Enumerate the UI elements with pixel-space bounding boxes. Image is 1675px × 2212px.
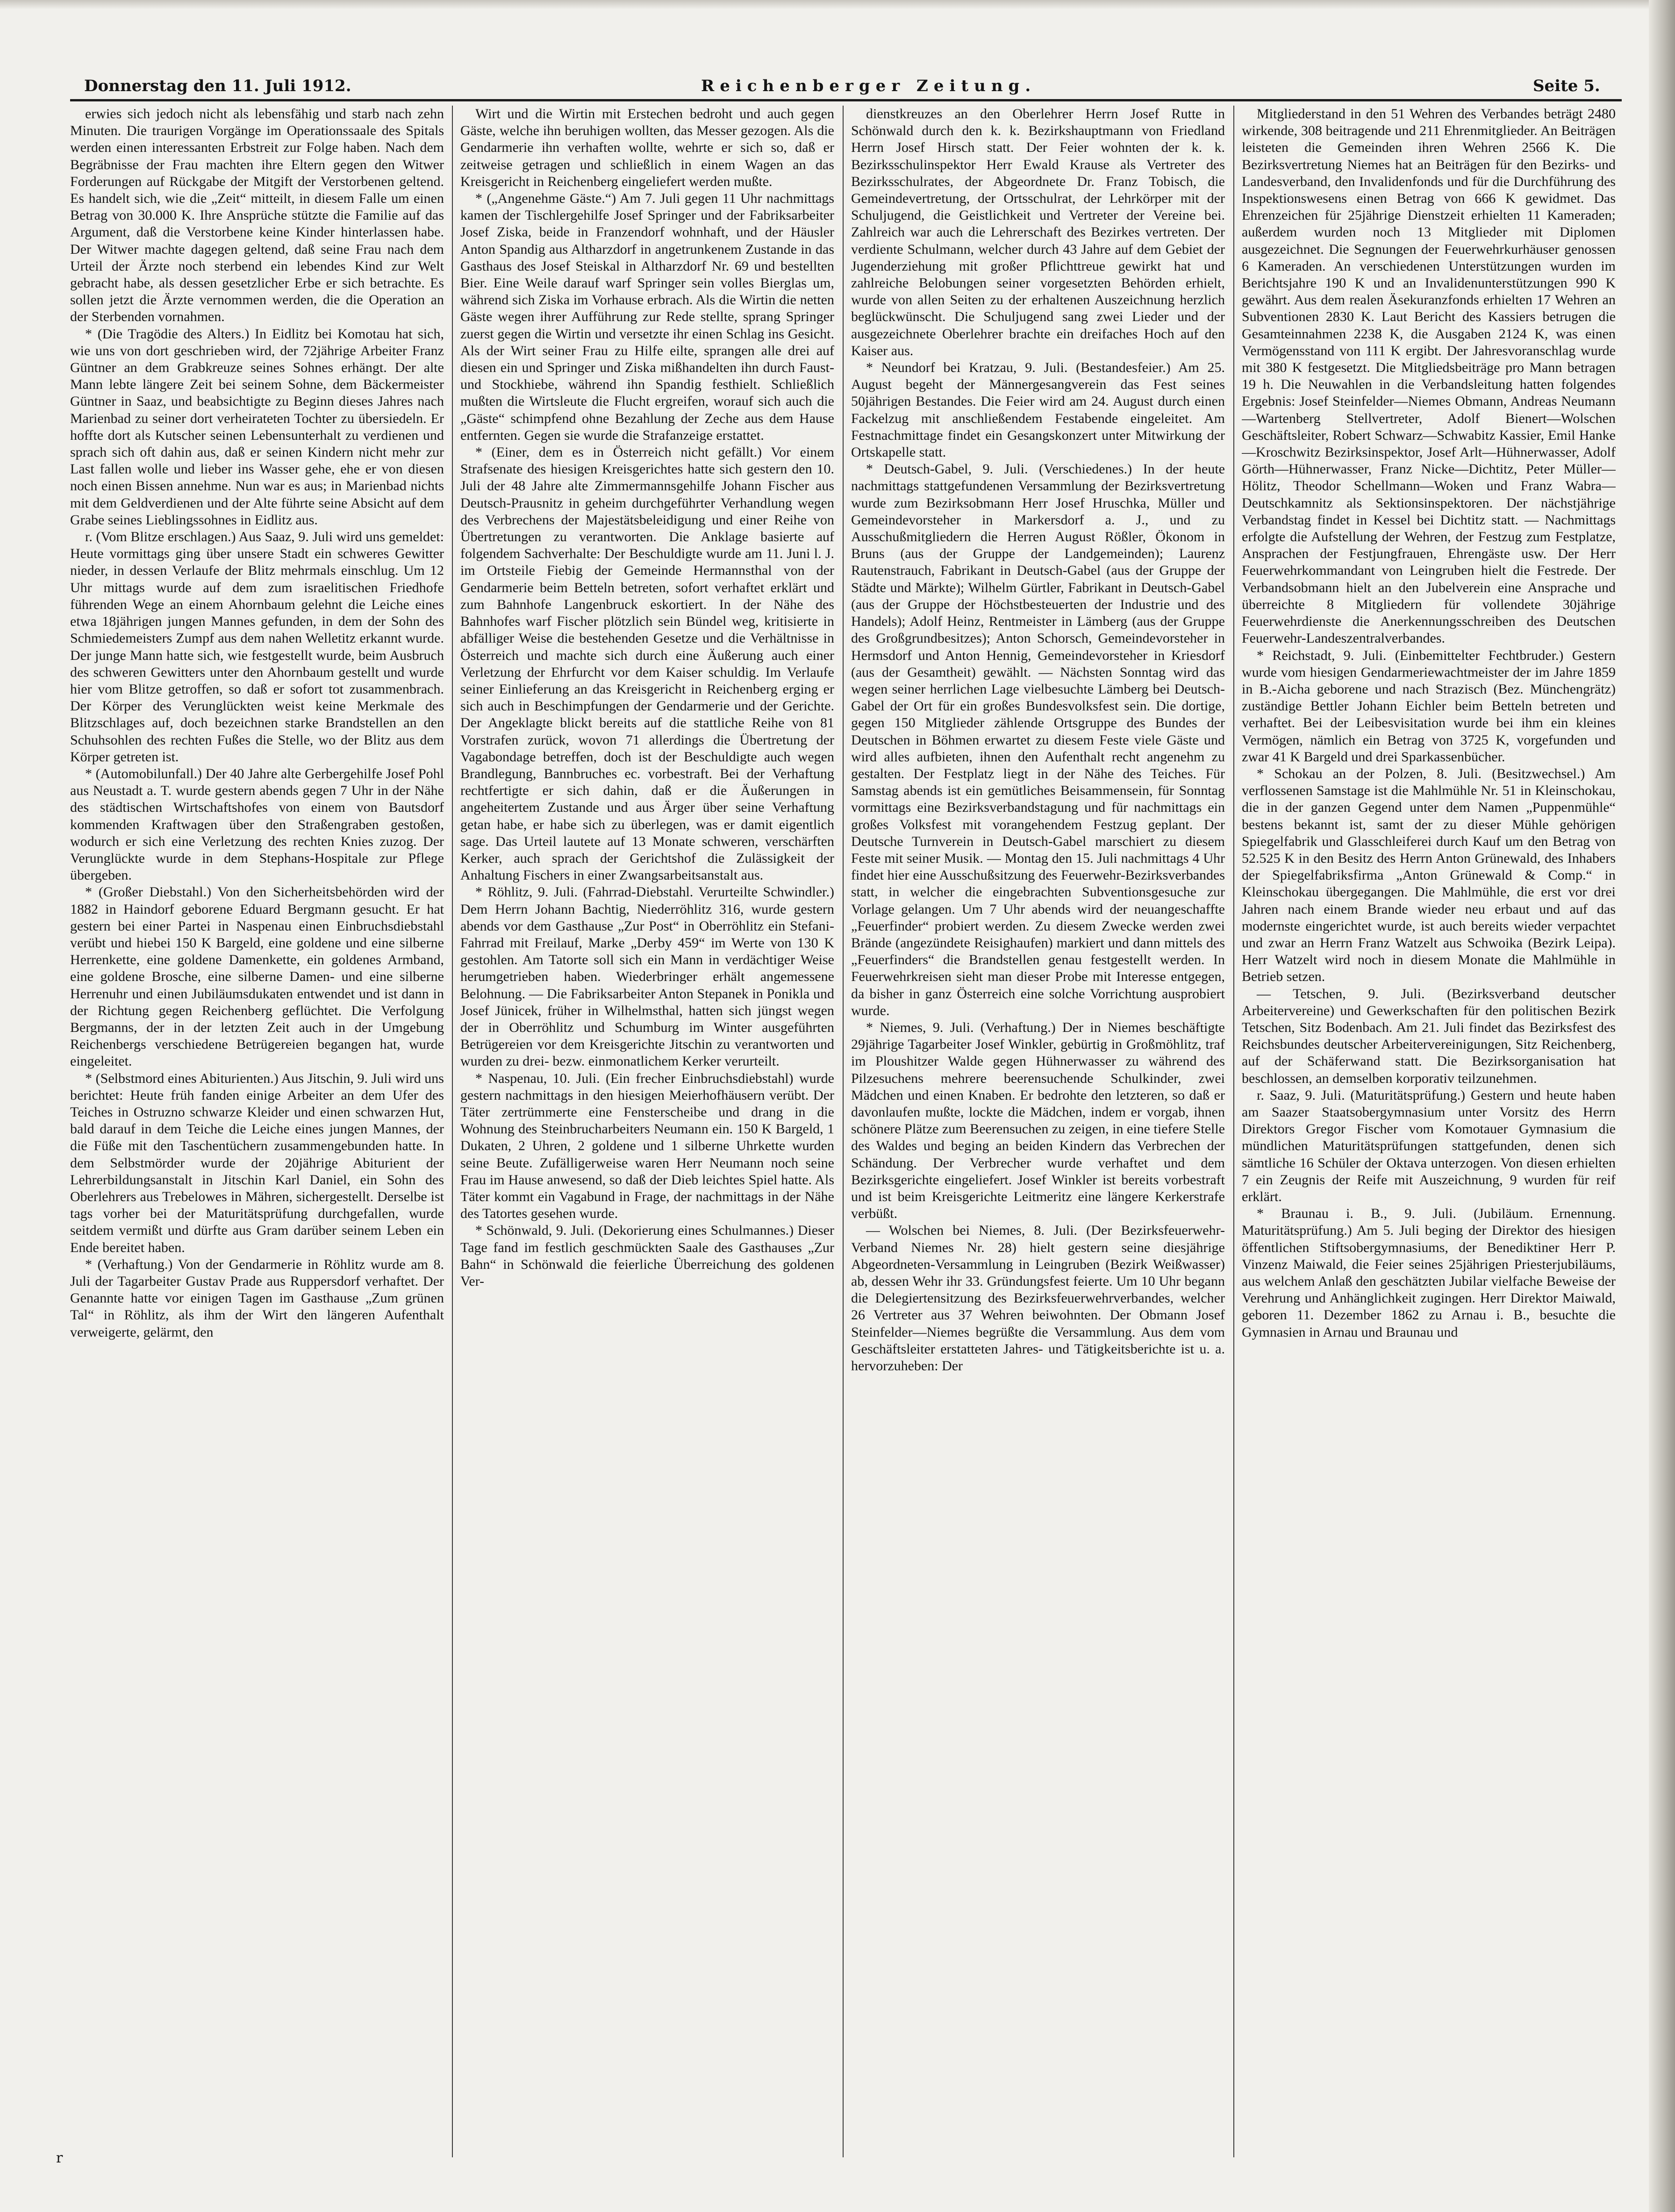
header-paper-title: Reichenberger Zeitung. [701, 77, 1037, 95]
column-2 [460, 106, 834, 2157]
article-paragraph: * Schönwald, 9. Juli. (Dekorierung eines Schulmannes.) Dieser Tage fand im festlich geschmückten Saale des Gasthauses „Zur Bahn“ in Schönwald die feierliche Überreichung des goldenen Ver- [460, 1223, 834, 1289]
article-paragraph: — Wolschen bei Niemes, 8. Juli. (Der Bezirksfeuerwehr-Verband Niemes Nr. 28) hielt gestern seine diesjährige Abgeordneten-Versammlung in Leingruben (Bezirk Weißwasser) ab, dessen Wehr ihr 33. Gründungsfest feierte. Um 10 Uhr begann die Delegiertensitzung des Bezirksfeuerwehrverbandes, welcher 26 Vertreter aus 37 Wehren beiwohnten. Der Obmann Josef Steinfelder—Niemes begrüßte die Versammlung. Aus dem vom Geschäftsleiter erstatteten Jahres- und Tätigkeitsberichte ist u. a. hervorzuheben: Der [851, 1223, 1225, 1374]
article-paragraph: * Neundorf bei Kratzau, 9. Juli. (Bestandesfeier.) Am 25. August begeht der Männergesangverein das Fest seines 50jährigen Bestandes. Die Feier wird am 24. August durch einen Fackelzug mit anschließendem Festabende eingeleitet. Am Festnachmittage findet ein Gesangskonzert unter Mitwirkung der Ortskapelle statt. [851, 360, 1225, 460]
article-paragraph: — Tetschen, 9. Juli. (Bezirksverband deutscher Arbeitervereine) und Gewerkschaften für den politischen Bezirk Tetschen, Sitz Bodenbach. Am 21. Juli findet das Bezirksfest des Reichsbundes deutscher Arbeitervereinigungen, Sitz Reichenberg, auf der Schäferwand statt. Die Bezirksorganisation hat beschlossen, an demselben korporativ teilzunehmen. [1242, 986, 1616, 1086]
article-paragraph: dienstkreuzes an den Oberlehrer Herrn Josef Rutte in Schönwald durch den k. k. Bezirkshauptmann von Friedland Herrn Josef Hirsch statt. Der Feier wohnten der k. k. Bezirksschulinspektor Herr Ewald Krause als Vertreter des Bezirksschulrates, der Abgeordnete Dr. Franz Tobisch, die Gemeindevertretung, der Ortsschulrat, der Lehrkörper mit der Schuljugend, die Geistlichkeit und Vertreter der Vereine bei. Zahlreich war auch die Lehrerschaft des Bezirkes vertreten. Der verdiente Schulmann, welcher durch 43 Jahre auf dem Gebiet der Jugenderziehung mit großer Pflichttreue gewirkt hat und zahlreiche Belobungen seiner vorgesetzten Behörden erhielt, wurde von allen Seiten zu der erhaltenen Auszeichnung herzlich beglückwünscht. Die Schuljugend sang zwei Lieder und der ausgezeichnete Oberlehrer brachte ein dreifaches Hoch auf den Kaiser aus. [851, 106, 1225, 358]
article-paragraph: erwies sich jedoch nicht als lebensfähig und starb nach zehn Minuten. Die traurigen Vorgänge im Operationssaale des Spitals werden einen interessanten Erbstreit zur Folge haben. Nach dem Begräbnisse der Frau machten ihre Eltern gegen den Witwer Forderungen auf Rückgabe der Mitgift der Verstorbenen geltend. Es handelt sich, wie die „Zeit“ mitteilt, in diesem Falle um einen Betrag von 30.000 K. Ihre Ansprüche stützte die Familie auf das Argument, daß die Verstorbene keine Kinder hinterlassen habe. Der Witwer machte dagegen geltend, daß seine Frau nach dem Urteil der Ärzte noch sterbend ein lebendes Kind zur Welt gebracht habe, als dessen gesetzlicher Erbe er sich betrachte. Es sollen jetzt die Ärzte vernommen werden, die die Operation an der Sterbenden vornahmen. [70, 106, 444, 325]
footer-mark: r [56, 2150, 63, 2166]
column-rule [452, 106, 453, 2157]
header-page-number: Seite 5. [1533, 77, 1600, 95]
article-paragraph: r. (Vom Blitze erschlagen.) Aus Saaz, 9. Juli wird uns gemeldet: Heute vormittags ging über unsere Stadt ein schweres Gewitter nieder, in dessen Verlaufe der Blitz mehrmals einschlug. Um 12 Uhr mittags wurde auf dem zum israelitischen Friedhofe führenden Wege an einem Ahornbaum gelehnt die Leiche eines etwa 18jährigen jungen Mannes gefunden, in dem der Sohn des Schmiedemeisters Zumpf aus dem nahen Welletitz erkannt wurde. Der junge Mann hatte sich, wie festgestellt wurde, beim Ausbruch des schweren Gewitters unter den Ahornbaum gestellt und wurde hier vom Blitze getroffen, so daß er sofort tot zusammenbrach. Der Körper des Verunglückten weist keine Merkmale des Blitzschlages auf, doch bezeichnen starke Brandstellen an den Schuhsohlen des rechten Fußes die Stelle, wo der Blitz aus dem Körper getreten ist. [70, 529, 444, 765]
page-header [56, 70, 1612, 98]
article-paragraph: * Naspenau, 10. Juli. (Ein frecher Einbruchsdiebstahl) wurde gestern nachmittags in den hiesigen Meierhofhäusern verübt. Der Täter zertrümmerte eine Fensterscheibe und drang in die Wohnung des Steinbrucharbeiters Neumann ein. 150 K Bargeld, 1 Dukaten, 2 Uhren, 2 goldene und 1 silberne Uhrkette wurden seine Beute. Zufälligerweise waren Herr Neumann noch seine Frau im Hause anwesend, so daß der Dieb leichtes Spiel hatte. Als Täter kommt ein Vagabund in Frage, der nachmittags in der Nähe des Tatortes gesehen wurde. [460, 1070, 834, 1222]
article-paragraph: * (Automobilunfall.) Der 40 Jahre alte Gerbergehilfe Josef Pohl aus Neustadt a. T. wurde gestern abends gegen 7 Uhr in der Nähe des städtischen Wirtschaftshofes von einem von Bautsdorf kommenden Kraftwagen über den Straßengraben gestoßen, wodurch er sich eine Verletzung des rechten Knies zuzog. Der Verunglückte wurde in dem Stephans-Hospitale zur Pflege übergeben. [70, 766, 444, 883]
article-paragraph: * („Angenehme Gäste.“) Am 7. Juli gegen 11 Uhr nachmittags kamen der Tischlergehilfe Josef Springer und der Fabriksarbeiter Josef Ziska, beide in Franzendorf wohnhaft, und der Häusler Anton Spandig aus Altharzdorf in angetrunkenem Zustande in das Gasthaus des Josef Steiskal in Altharzdorf Nr. 69 und bestellten Bier. Eine Weile darauf warf Springer sein volles Bierglas um, während sich Ziska im Vorhause erbrach. Als die Wirtin die netten Gäste wegen ihrer Aufführung zur Rede stellte, sprang Springer zuerst gegen die Wirtin und versetzte ihr einen Schlag ins Gesicht. Als der Wirt seiner Frau zu Hilfe eilte, sprangen alle drei auf diesen ein und Springer und Ziska mißhandelten ihn durch Faust- und Stockhiebe, während ihn Spandig festhielt. Schließlich mußten die Wirtsleute die Flucht ergreifen, worauf sich auch die „Gäste“ schimpfend ohne Bezahlung der Zeche aus dem Hause entfernten. Gegen sie wurde die Strafanzeige erstattet. [460, 191, 834, 443]
article-paragraph: * (Verhaftung.) Von der Gendarmerie in Röhlitz wurde am 8. Juli der Tagarbeiter Gustav Prade aus Ruppersdorf verhaftet. Der Genannte hatte vor einigen Tagen im Gasthause „Zum grünen Tal“ in Röhlitz, als ihm der Wirt den längeren Aufenthalt verweigerte, gelärmt, den [70, 1256, 444, 1340]
column-4 [1242, 106, 1616, 2157]
article-paragraph: Wirt und die Wirtin mit Erstechen bedroht und auch gegen Gäste, welche ihn beruhigen wollten, das Messer gezogen. Als die Gendarmerie ihn verhaften wollte, wehrte er sich so, daß er zeitweise getragen und schließlich in einem Wagen an das Kreisgericht in Reichenberg eingeliefert werden mußte. [460, 106, 834, 189]
column-rule [1233, 106, 1234, 2157]
article-paragraph: * (Einer, dem es in Österreich nicht gefällt.) Vor einem Strafsenate des hiesigen Kreisgerichtes hatte sich gestern den 10. Juli der 48 Jahre alte Zimmermannsgehilfe Johann Fischer aus Deutsch-Prausnitz in geheim durchgeführter Verhandlung wegen des Verbrechens der Majestätsbeleidigung und einer Reihe von Übertretungen zu verantworten. Die Anklage basierte auf folgendem Sachverhalte: Der Beschuldigte wurde am 11. Juni l. J. im Ortsteile Fiebig der Gemeinde Hermannsthal von der Gendarmerie beim Betteln betreten, sofort verhaftet erklärt und zum Bahnhofe Langenbruck eskortiert. In der Nähe des Bahnhofes warf Fischer plötzlich sein Bündel weg, kritisierte in abfälliger Weise die bestehenden Gesetze und die Verhältnisse in Österreich und machte sich durch eine Äußerung auch einer Verletzung der Ehrfurcht vor dem Kaiser schuldig. Im Verlaufe seiner Einlieferung an das Kreisgericht in Reichenberg erging er sich auch in Beschimpfungen der Gendarmerie und der Gerichte. Der Angeklagte blickt bereits auf die stattliche Reihe von 81 Vorstrafen zurück, wovon 71 allerdings die Übertretung der Vagabondage betreffen, doch ist der Beschuldigte auch wegen Brandlegung, Bannbruches ec. vorbestraft. Bei der Verhaftung rechtfertigte er sich dahin, daß er die Äußerungen in angeheitertem Zustande und aus Ärger über seine Verhaftung getan habe, er habe sich zu überlegen, was er damit eigentlich sage. Das Urteil lautete auf 13 Monate schweren, verschärften Kerker, auch sprach der Gerichtshof die Zulässigkeit der Anhaltung Fischers in einer Zwangsarbeitsanstalt aus. [460, 444, 834, 883]
article-paragraph: Mitgliederstand in den 51 Wehren des Verbandes beträgt 2480 wirkende, 308 beitragende und 211 Ehrenmitglieder. An Beiträgen leisteten die Gemeinden ihren Wehren 2566 K. Die Bezirksvertretung Niemes hat an Beiträgen für den Bezirks- und Landesverband, den Invalidenfonds und für die Durchführung des Inspektionswesens einen Betrag von 666 K gewidmet. Das Ehrenzeichen für 25jährige Dienstzeit erhielten 11 Kameraden; außerdem wurden noch 13 Mitglieder mit Diplomen ausgezeichnet. Die Segnungen der Feuerwehrkurhäuser genossen 6 Kameraden. An verschiedenen Unterstützungen wurden im Berichtsjahre 190 K und an Invalidenunterstützungen 990 K gewährt. Aus dem realen Äsekuranzfonds erhielten 17 Wehren an Subventionen 2830 K. Laut Bericht des Kassiers betrugen die Gesamteinnahmen 2238 K, die Ausgaben 2124 K, was einen Vermögensstand von 111 K ergibt. Der Jahresvoranschlag wurde mit 380 K festgesetzt. Die Mitgliedsbeiträge pro Mann betragen 19 h. Die Neuwahlen in die Verbandsleitung hatten folgendes Ergebnis: Josef Steinfelder—Niemes Obmann, Andreas Neumann—Wartenberg Stellvertreter, Adolf Bienert—Wolschen Geschäftsleiter, Robert Schwarz—Schwabitz Kassier, Emil Hanke—Kroschwitz Bezirksinspektor, Josef Arlt—Hühnerwasser, Adolf Görth—Hühnerwasser, Franz Nicke—Dichtitz, Peter Müller—Hölitz, Theodor Schellmann—Woken und Franz Wabra—Deutschkamnitz als Sektionsinspektoren. Der nächstjährige Verbandstag findet in Kessel bei Dichtitz statt. — Nachmittags erfolgte die Aufstellung der Wehren, der Festzug zum Festplatze, Ansprachen der Festjungfrauen, Ehrengäste usw. Der Herr Feuerwehrkommandant von Leingruben hielt die Festrede. Der Verbandsobmann hielt an den Jubelverein eine Ansprache und überreichte 8 Mitgliedern für vollendete 30jährige Feuerwehrdienste die Anerkennungsschreiben des Deutschen Feuerwehr-Landeszentralverbandes. [1242, 106, 1616, 646]
article-paragraph: * Röhlitz, 9. Juli. (Fahrrad-Diebstahl. Verurteilte Schwindler.) Dem Herrn Johann Bachtig, Niederröhlitz 316, wurde gestern abends vor dem Gasthause „Zur Post“ in Oberröhlitz ein Stefani-Fahrrad mit Freilauf, Marke „Derby 459“ im Werte von 130 K gestohlen. Am Tatorte soll sich ein Mann in verdächtiger Weise herumgetrieben haben. Wiederbringer erhält angemessene Belohnung. — Die Fabriksarbeiter Anton Stepanek in Ponikla und Josef Jünicek, früher in Wilhelmsthal, hatten sich jüngst wegen der in Oberröhlitz und Schumburg im Winter ausgeführten Betrügereien vor dem Kreisgerichte Jitschin zu verantworten und wurden zu drei- bezw. einmonatlichem Kerker verurteilt. [460, 884, 834, 1069]
header-date: Donnerstag den 11. Juli 1912. [84, 77, 351, 95]
article-paragraph: * Reichstadt, 9. Juli. (Einbemittelter Fechtbruder.) Gestern wurde vom hiesigen Gendarmeriewachtmeister der im Jahre 1859 in B.-Aicha geborene und nach Strazisch (Bez. Münchengrätz) zuständige Bettler Johann Eichler beim Betteln betreten und verhaftet. Bei der Leibesvisitation wurde bei ihm ein kleines Vermögen, nämlich ein Betrag von 3725 K, vorgefunden und zwar 41 K Bargeld und drei Sparkassenbücher. [1242, 647, 1616, 765]
scan-edge-top [0, 0, 1675, 9]
column-3 [851, 106, 1225, 2157]
article-paragraph: * (Selbstmord eines Abiturienten.) Aus Jitschin, 9. Juli wird uns berichtet: Heute früh fanden einige Arbeiter an dem Ufer des Teiches in Ostruzno schwarze Kleider und einen schwarzen Hut, bald darauf in dem Teiche die Leiche eines jungen Mannes, der die Füße mit den Taschentüchern zusammengebunden hatte. In dem Selbstmörder wurde der 20jährige Abiturient der Lehrerbildungsanstalt in Jitschin Karl Daniel, ein Sohn des Oberlehrers aus Trebelowes in Mähren, sichergestellt. Derselbe ist tags vorher bei der Maturitätsprüfung durchgefallen, wurde seitdem vermißt und dürfte aus Gram darüber seinem Leben ein Ende bereitet haben. [70, 1070, 444, 1255]
scan-edge-right [1649, 0, 1675, 2212]
article-paragraph: r. Saaz, 9. Juli. (Maturitätsprüfung.) Gestern und heute haben am Saazer Staatsobergymnasium unter Vorsitz des Herrn Direktors Gregor Fischer vom Komotauer Gymnasium die mündlichen Maturitätsprüfungen stattgefunden, denen sich sämtliche 16 Schüler der Oktava unterzogen. Von diesen erhielten 7 ein Zeugnis der Reife mit Auszeichnung, 9 wurden für reif erklärt. [1242, 1087, 1616, 1204]
article-paragraph: * (Großer Diebstahl.) Von den Sicherheitsbehörden wird der 1882 in Haindorf geborene Eduard Bergmann gesucht. Er hat gestern bei einer Partei in Naspenau einen Einbruchsdiebstahl verübt und hiebei 150 K Bargeld, eine goldene und eine silberne Herrenkette, eine goldene Damenkette, ein goldenes Armband, eine goldene Brosche, eine silberne Damen- und eine silberne Herrenuhr und einen Jubiläumsdukaten entwendet und ist dann in der Richtung gegen Reichenberg geflüchtet. Die Verfolgung Bergmanns, der in der letzten Zeit auch in der Umgebung Reichenbergs verschiedene Betrügereien begangen hat, wurde eingeleitet. [70, 884, 444, 1069]
column-rule [843, 106, 844, 2157]
article-paragraph: * Schokau an der Polzen, 8. Juli. (Besitzwechsel.) Am verflossenen Samstage ist die Mahlmühle Nr. 51 in Kleinschokau, die in der ganzen Gegend unter dem Namen „Puppenmühle“ bestens bekannt ist, samt der zu dieser Mühle gehörigen Spiegelfabrik und Glasschleiferei durch Kauf um den Betrag von 52.525 K in den Besitz des Herrn Anton Grünewald, des Inhabers der Spiegelfabriksfirma „Anton Grünewald & Comp.“ in Kleinschokau übergegangen. Die Mahlmühle, die erst vor drei Jahren nach einem Brande wieder neu erbaut und auf das modernste eingerichtet wurde, ist auch bereits wieder verpachtet und zwar an Herrn Franz Watzelt aus Schwoika (Bezirk Leipa). Herr Watzelt wird noch in diesem Monate die Mahlmühle in Betrieb setzen. [1242, 766, 1616, 985]
article-paragraph: * (Die Tragödie des Alters.) In Eidlitz bei Komotau hat sich, wie uns von dort geschrieben wird, der 72jährige Arbeiter Franz Güntner an dem Grabkreuze seines Sohnes erhängt. Der alte Mann lebte längere Zeit bei seinem Sohne, dem Bäckermeister Güntner in Saaz, und beabsichtigte zu Beginn dieses Jahres nach Marienbad zu seiner dort verheirateten Tochter zu übersiedeln. Er hoffte dort als Kutscher seinen Lebensunterhalt zu verdienen und sprach sich oft dahin aus, daß er seinen Kindern nicht mehr zur Last fallen wolle und lieber ins Wasser gehe, ehe er von diesen noch einen Bissen annehme. Nun war es aus; in Marienbad nichts mit dem Geldverdienen und der Alte führte seine Absicht auf dem Grabe seines Lieblingssohnes in Eidlitz aus. [70, 326, 444, 528]
article-paragraph: * Braunau i. B., 9. Juli. (Jubiläum. Ernennung. Maturitätsprüfung.) Am 5. Juli beging der Direktor des hiesigen öffentlichen Stiftsobergymnasiums, der Benediktiner Herr P. Vinzenz Maiwald, die Feier seines 25jährigen Priesterjubiläums, aus welchem Anlaß den geschätzten Jubilar vielfache Beweise der Verehrung und Anhänglichkeit zugingen. Herr Direktor Maiwald, geboren 11. Dezember 1862 zu Arnau i. B., besuchte die Gymnasien in Arnau und Braunau und [1242, 1206, 1616, 1340]
article-paragraph: * Niemes, 9. Juli. (Verhaftung.) Der in Niemes beschäftigte 29jährige Tagarbeiter Josef Winkler, gebürtig in Großmöhlitz, traf im Ploushitzer Walde gegen Hühnerwasser zu während des Pilzesuchens mehrere beerensuchende Schulkinder, zwei Mädchen und einen Knaben. Er bedrohte den letzteren, so daß er davonlaufen mußte, lockte die Mädchen, indem er vorgab, ihnen schönere Plätze zum Beerensuchen zu zeigen, in eine tiefere Stelle des Waldes und beging an beiden Kindern das Verbrechen der Schändung. Der Verbrecher wurde verhaftet und dem Bezirksgerichte eingeliefert. Josef Winkler ist bereits vorbestraft und ist beim Kreisgerichte Leitmeritz eine längere Kerkerstrafe verbüßt. [851, 1019, 1225, 1222]
column-1 [70, 106, 444, 2157]
header-rule [70, 99, 1622, 101]
article-paragraph: * Deutsch-Gabel, 9. Juli. (Verschiedenes.) In der heute nachmittags stattgefundenen Versammlung der Bezirksvertretung wurde zum Bezirksobmann Herr Josef Hruschka, Müller und Gemeindevorsteher in Markersdorf a. J., und zu Ausschußmitgliedern die Herren August Rößler, Ökonom in Bruns (aus der Gruppe der Landgemeinden); Laurenz Rautenstrauch, Fabrikant in Deutsch-Gabel (aus der Gruppe der Städte und Märkte); Wilhelm Gürtler, Fabrikant in Deutsch-Gabel (aus der Gruppe der Höchstbesteuerten der Industrie und des Handels); Adolf Heinz, Rentmeister in Lämberg (aus der Gruppe des Großgrundbesitzes); Anton Schorsch, Gemeindevorsteher in Hermsdorf und Anton Hennig, Gemeindevorsteher in Kriesdorf (aus der Gesamtheit) gewählt. — Nächsten Sonntag wird das wegen seiner herrlichen Lage vielbesuchte Lämberg bei Deutsch-Gabel der Ort für ein großes Bundesvolksfest sein. Die dortige, gegen 150 Mitglieder zählende Ortsgruppe des Bundes der Deutschen in Böhmen erwartet zu diesem Feste viele Gäste und wird alles aufbieten, ihnen den Aufenthalt recht angenehm zu gestalten. Der Festplatz liegt in der Nähe des Teiches. Für Samstag abends ist ein gemütliches Beisammensein, für Sonntag vormittags eine Bezirksverbandstagung und für nachmittags ein großes Volksfest mit vorangehendem Festzug geplant. Der Deutsche Turnverein in Deutsch-Gabel marschiert zu diesem Feste mit seiner Musik. — Montag den 15. Juli nachmittags 4 Uhr findet hier eine Ausschußsitzung des Feuerwehr-Bezirksverbandes statt, in welcher die eingebrachten Subventionsgesuche zur Vorlage gelangen. Um 7 Uhr abends wird der neuangeschaffte „Feuerfinder“ probiert werden. Zu diesem Zwecke werden zwei Brände (angezündete Reisighaufen) markiert und dann mittels des „Feuerfinders“ die Brandstellen genau festgestellt werden. In Feuerwehrkreisen sieht man dieser Probe mit Interesse entgegen, da bisher in ganz Österreich eine solche Vorrichtung ausprobiert wurde. [851, 461, 1225, 1018]
